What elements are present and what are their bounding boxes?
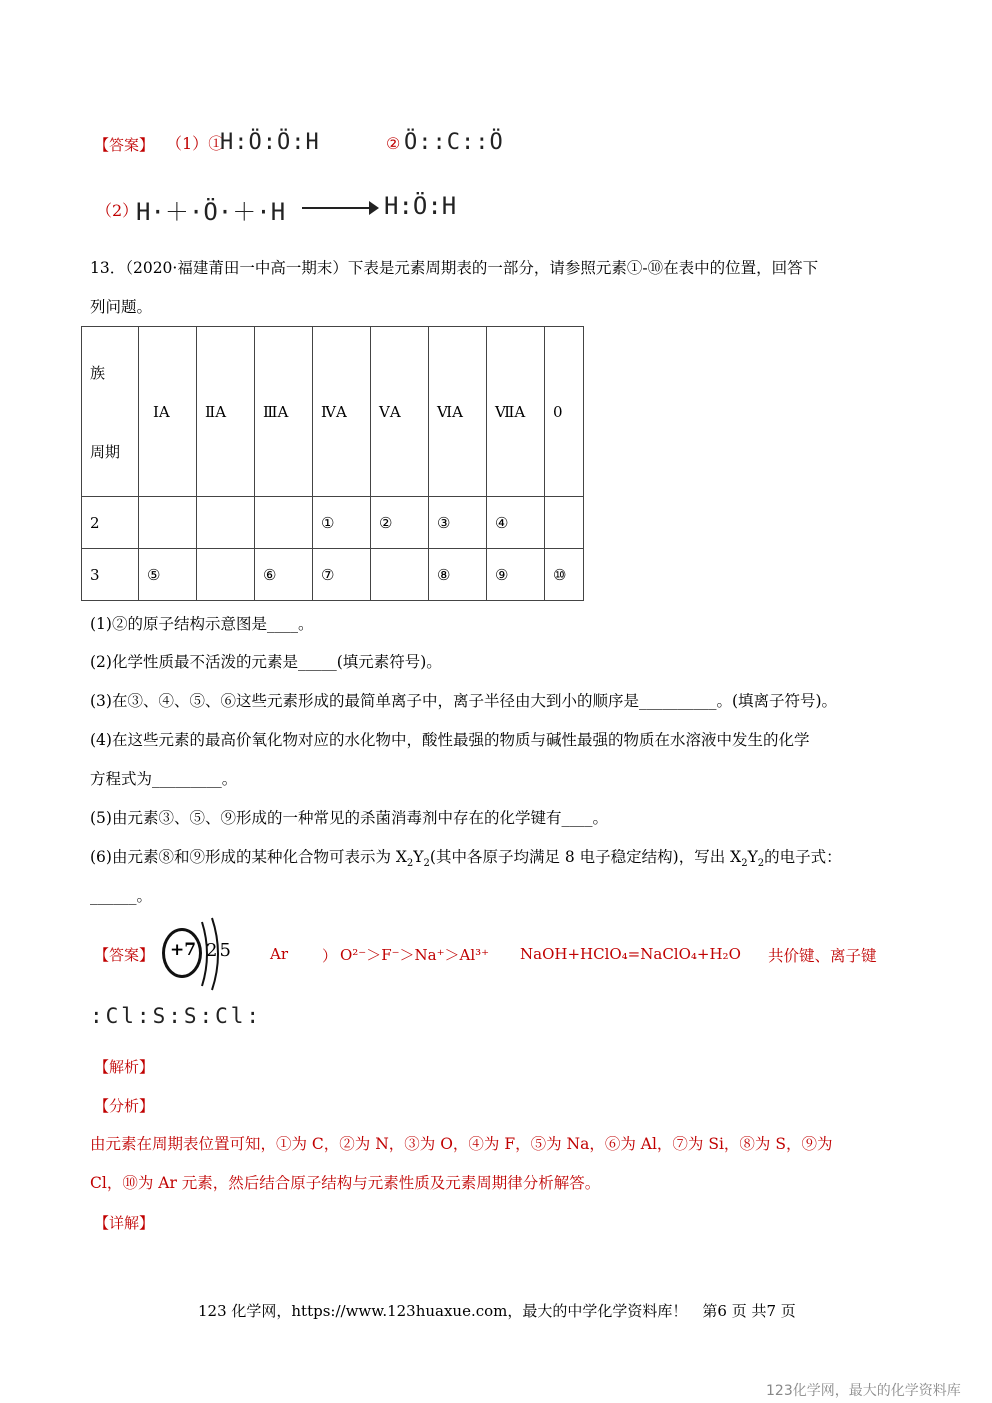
nucleus-charge: +7: [170, 940, 197, 960]
table-cell: [545, 497, 584, 549]
answer-paren: ）: [322, 947, 338, 965]
subquestion-5: (5)由元素③、⑤、⑨形成的一种常见的杀菌消毒剂中存在的化学键有____。: [90, 809, 608, 827]
jiexi-tag: 【解析】: [94, 1058, 155, 1076]
table-cell: [197, 549, 255, 601]
group-header: ⅢA: [255, 327, 313, 497]
subquestion-2: (2)化学性质最不活泼的元素是_____(填元素符号)。: [90, 653, 442, 671]
group-header: ⅣA: [313, 327, 371, 497]
table-cell: ⑨: [487, 549, 545, 601]
group-header: ⅡA: [197, 327, 255, 497]
table-cell: ①: [313, 497, 371, 549]
co2-label: ②: [386, 134, 401, 153]
h2o2-lewis: H:Ö:Ö:H: [220, 130, 320, 155]
table-cell: ②: [371, 497, 429, 549]
table-cell: ⑥: [255, 549, 313, 601]
subquestion-1: (1)②的原子结构示意图是____。: [90, 615, 314, 633]
header-cell: [82, 327, 139, 497]
header-zhouqi: 周期: [90, 442, 121, 461]
question-line-2: 列问题。: [90, 298, 153, 316]
part1-label: （1）①: [166, 134, 225, 153]
table-cell: ⑤: [139, 549, 197, 601]
fenxi-tag: 【分析】: [94, 1097, 155, 1115]
electron-counts: 25: [206, 940, 233, 961]
table-cell: ④: [487, 497, 545, 549]
periodic-table-excerpt: [81, 326, 584, 601]
table-cell: [197, 497, 255, 549]
table-row: [82, 549, 584, 601]
group-header: ⅥA: [429, 327, 487, 497]
group-header: ⅠA: [139, 327, 197, 497]
table-row: [82, 497, 584, 549]
table-cell: ⑦: [313, 549, 371, 601]
subquestion-4a: (4)在这些元素的最高价氧化物对应的水化物中，酸性最强的物质与碱性最强的物质在水溶液中发生的化学: [90, 731, 810, 749]
subquestion-4b: 方程式为_________。: [90, 770, 238, 788]
page-footer: 123 化学网，https://www.123huaxue.com，最大的中学化学资料库！ 第6 页 共7 页: [198, 1302, 796, 1320]
table-cell: [255, 497, 313, 549]
group-header: 0: [545, 327, 584, 497]
co2-lewis: Ö::C::Ö: [404, 130, 504, 155]
water-formation-left: H·＋·Ö·＋·H: [136, 198, 286, 226]
s2cl2-lewis: :Cl:S:S:Cl:: [90, 1004, 263, 1028]
table-cell: [139, 497, 197, 549]
answer-tag: 【答案】: [94, 136, 155, 154]
table-cell: ⑩: [545, 549, 584, 601]
subquestion-6: (6)由元素⑧和⑨形成的某种化合物可表示为 $X_2Y_2$(其中各原子均满足 8 电子稳定结构)，写出 $X_2Y_2$的电子式：: [90, 848, 842, 870]
period-cell: 3: [82, 549, 139, 601]
answer-ion-order: O²⁻＞F⁻＞Na⁺＞Al³⁺: [340, 946, 490, 964]
subquestion-6-blank: ______。: [90, 887, 153, 905]
table-cell: ⑧: [429, 549, 487, 601]
analysis-line-1: 由元素在周期表位置可知，①为 C，②为 N，③为 O，④为 F，⑤为 Na，⑥为 Al，⑦为 Si，⑧为 S，⑨为: [90, 1135, 833, 1153]
reaction-arrow-line: [302, 207, 374, 209]
answer-bonds: 共价键、离子键: [768, 947, 877, 965]
reaction-arrow-head: [369, 201, 379, 215]
answer-ar: Ar: [270, 945, 289, 963]
table-cell: [371, 549, 429, 601]
period-cell: 2: [82, 497, 139, 549]
group-header: ⅤA: [371, 327, 429, 497]
part2-label: （2）: [96, 201, 139, 220]
question-line-1: 13．（2020·福建莆田一中高一期末）下表是元素周期表的一部分，请参照元素①-⑩在表中的位置，回答下: [90, 259, 819, 277]
answer-tag: 【答案】: [94, 946, 155, 964]
group-header: ⅦA: [487, 327, 545, 497]
xiangjie-tag: 【详解】: [94, 1214, 155, 1232]
water-formation-right: H:Ö:H: [384, 192, 457, 220]
subquestion-3: (3)在③、④、⑤、⑥这些元素形成的最简单离子中，离子半径由大到小的顺序是__________。(填离子符号)。: [90, 692, 838, 710]
analysis-line-2: Cl，⑩为 Ar 元素，然后结合原子结构与元素性质及元素周期律分析解答。: [90, 1174, 601, 1192]
watermark: 123化学网，最大的化学资料库: [766, 1383, 961, 1399]
table-cell: ③: [429, 497, 487, 549]
header-zu: 族: [90, 363, 106, 382]
answer-equation: NaOH+HClO₄=NaClO₄+H₂O: [520, 945, 741, 963]
